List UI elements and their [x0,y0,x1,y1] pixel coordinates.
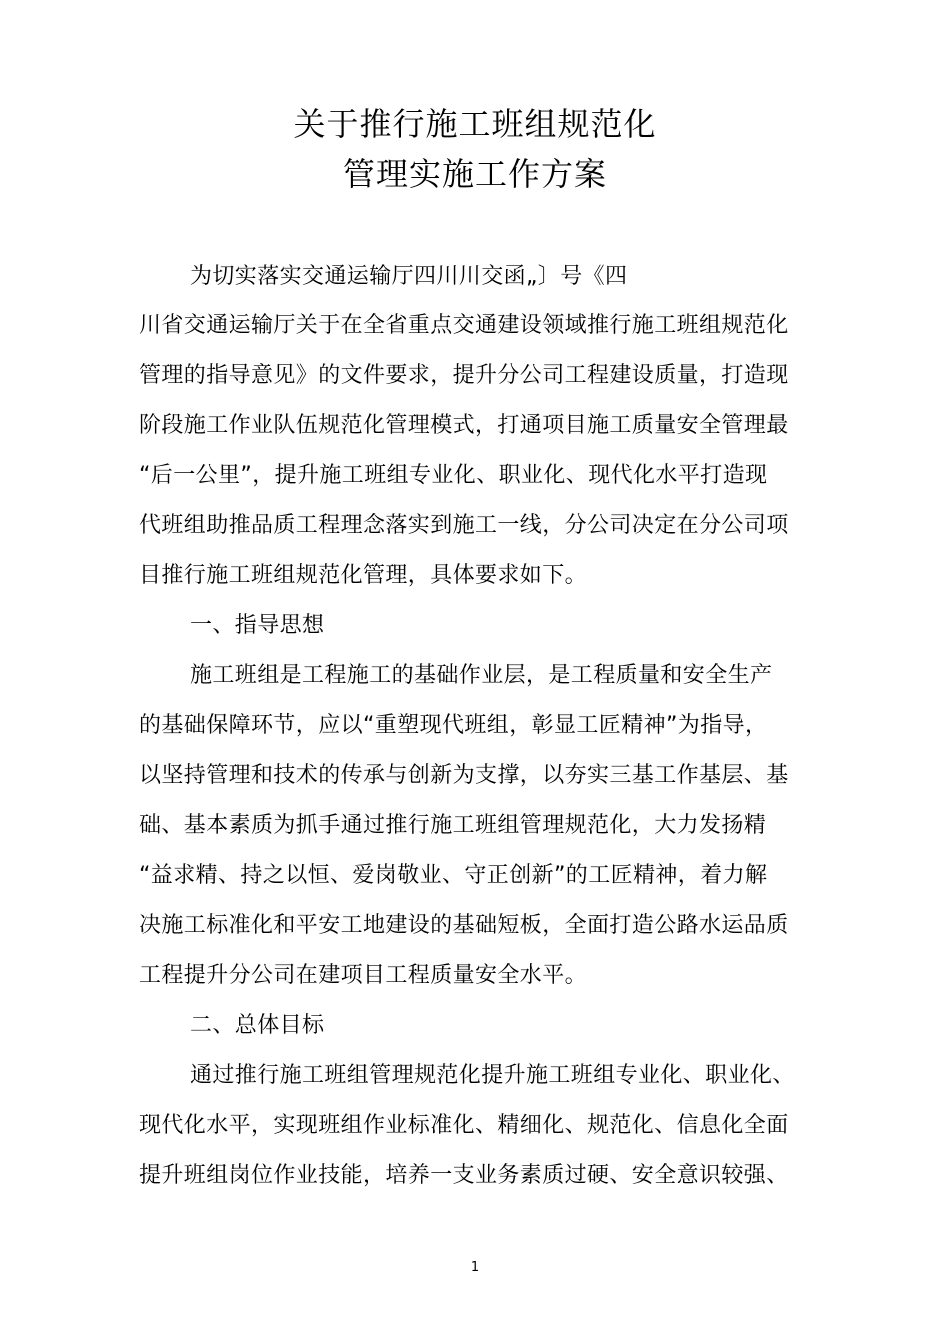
body-line-7: 目推行施工班组规范化管理，具体要求如下。 [139,563,588,588]
body-line-17: 提升班组岗位作业技能，培养一支业务素质过硬、安全意识较强、 [139,1163,789,1188]
body-line-15: 通过推行施工班组管理规范化提升施工班组专业化、职业化、 [190,1063,795,1088]
body-line-9: 的基础保障环节，应以“重塑现代班组，彰显工匠精神”为指导， [139,713,768,738]
body-line-5: “后一公里”，提升施工班组专业化、职业化、现代化水平打造现 [139,463,768,488]
body-line-11: 础、基本素质为抓手通过推行施工班组管理规范化，大力发扬精 [139,813,767,838]
body-line-6: 代班组助推品质工程理念落实到施工一线，分公司决定在分公司项 [139,513,789,538]
body-line-4: 阶段施工作业队伍规范化管理模式，打通项目施工质量安全管理最 [139,413,789,438]
body-line-14: 工程提升分公司在建项目工程质量安全水平。 [139,963,588,988]
body-line-13: 决施工标准化和平安工地建设的基础短板，全面打造公路水运品质 [139,913,789,938]
section-heading-1: 一、指导思想 [190,613,325,638]
page-number: 1 [470,1260,480,1275]
document-title-line-1: 关于推行施工班组规范化 [293,105,657,143]
body-line-3: 管理的指导意见》的文件要求，提升分公司工程建设质量，打造现 [139,363,789,388]
body-line-12: “益求精、持之以恒、爱岗敬业、守正创新”的工匠精神，着力解 [139,863,768,888]
body-line-8: 施工班组是工程施工的基础作业层，是工程质量和安全生产 [190,663,773,688]
section-heading-2: 二、总体目标 [190,1013,325,1038]
document-title-line-2: 管理实施工作方案 [342,155,607,193]
body-line-1: 为切实落实交通运输厅四川川交函„〕号《四 [190,264,628,289]
body-line-2: 川省交通运输厅关于在全省重点交通建设领域推行施工班组规范化 [139,313,789,338]
body-line-10: 以坚持管理和技术的传承与创新为支撑，以夯实三基工作基层、基 [139,763,789,788]
body-line-16: 现代化水平，实现班组作业标准化、精细化、规范化、信息化全面 [139,1113,789,1138]
